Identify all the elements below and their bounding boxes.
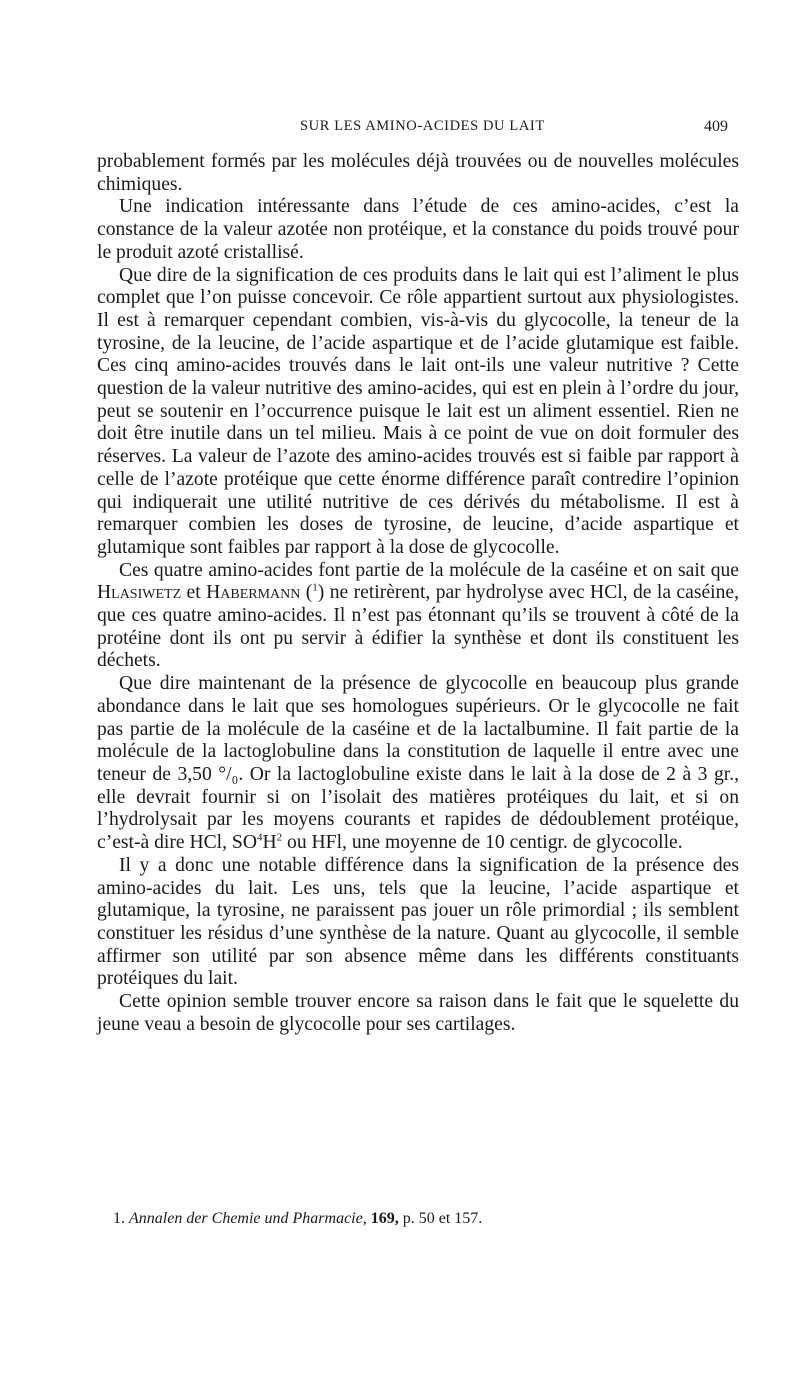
text-run: ou HFl, une moyenne de 10 centigr. de glycocolle. xyxy=(282,832,683,854)
page-header xyxy=(0,118,800,142)
running-title: SUR LES AMINO-ACIDES DU LAIT xyxy=(300,118,545,134)
page-number: 409 xyxy=(704,118,728,135)
formula-subscript: 4 xyxy=(256,831,263,844)
footnote-source: Annalen der Chemie und Pharmacie, xyxy=(129,1210,367,1227)
paragraph: Que dire de la signification de ces produits dans le lait qui est l’aliment le plus complet que l’on puisse concevoir. Ce rôle appartient surtout aux physiologistes. Il est à remarquer cependant combien, vis-à-vis du glycocolle, la teneur de la tyrosine, de la leucine, de l’acide aspartique et de l’acide glutamique est faible. Ces cinq amino-acides trouvés dans le lait ont-ils une valeur nutritive ? Cette question de la valeur nutritive des amino-acides, qui est en plein à l’ordre du jour, peut se soutenir en l’occurrence puisque le lait est un aliment essentiel. Rien ne doit être inutile dans un tel milieu. Mais à ce point de vue on doit formuler des réserves. La valeur de l’azote des amino-acides trouvés est si faible par rapport à celle de l’azote protéique que cette énorme différence paraît contredire l’opinion qui indiquerait une utilité nutritive de ces dérivés du métabolisme. Il est à remarquer combien les doses de tyrosine, de leucine, d’acide aspartique et glutamique sont faibles par rapport à la dose de glycocolle. xyxy=(97,264,739,558)
paragraph-with-authors: Ces quatre amino-acides font partie de la molécule de la caséine et on sait que Hlasiwetz et Habermann ($^1$) ne retirèrent, par hydrolyse avec HCl, de la caséine, que ces quatre amino-acides. Il n’est pas étonnant qu’ils se trouvent à côté de la protéine dont ils ont pu servir à édifier la synthèse et dont ils constituent les déchets. xyxy=(97,559,739,672)
paragraph-with-formula xyxy=(97,673,739,855)
author-name: Hlasiwetz xyxy=(97,582,182,604)
text-run: Que dire maintenant de la présence de glycocolle en beaucoup plus grande abondance dans le lait que ses homologues supérieurs. Or le glycocolle ne fait pas partie de la molécule de la caséine et de la lactalbumine. Il fait partie de la molécule de la lactoglobuline dans la constitution de laquelle il entre avec une teneur de 3,50 °/₀. Or la lactoglobuline existe dans le lait à la dose de 2 à 3 gr., elle devrait fournir si on l’isolait des matières protéiques du lait, et si on l’hydrolysait par les moyens courants et rapides de dédoublement protéique, c’est-à dire HCl, SO xyxy=(97,673,739,854)
formula-subscript: 2 xyxy=(276,831,283,844)
footnote-pages: p. 50 et 157. xyxy=(402,1210,483,1227)
author-name: Habermann xyxy=(206,582,301,604)
footnote-number: 1. xyxy=(113,1210,125,1227)
footnote-volume: 169, xyxy=(370,1210,399,1227)
footnote-ref: 1 xyxy=(312,581,318,594)
body-text xyxy=(97,151,739,1036)
footnote xyxy=(113,1210,753,1228)
paragraph: Une indication intéressante dans l’étude de ces amino-acides, c’est la constance de la valeur azotée non protéique, et la constance du poids trouvé pour le produit azoté cristallisé. xyxy=(97,196,739,263)
paragraph: Cette opinion semble trouver encore sa raison dans le fait que le squelette du jeune veau a besoin de glycocolle pour ses cartilages. xyxy=(97,991,739,1035)
text-run: ne retirèrent, par hydrolyse avec HCl, de la caséine, que ces quatre amino-acides. Il n’est pas étonnant qu’ils se trouvent à côté de la protéine dont ils ont pu servir à édifier la synthèse et dont ils constituent les déchets. xyxy=(97,582,739,672)
paragraph: Il y a donc une notable différence dans la signification de la présence des amino-acides du lait. Les uns, tels que la leucine, l’acide aspartique et glutamique, la tyrosine, ne paraissent pas jouer un rôle primordial ; ils semblent constituer les résidus d’une synthèse de la nature. Quant au glycocolle, il semble affirmer son utilité par son absence même dans les différents constituants protéiques du lait. xyxy=(97,854,739,990)
text-run: et xyxy=(186,582,201,604)
text-run: Ces quatre amino-acides font partie de la molécule de la caséine et on sait que xyxy=(119,559,739,581)
formula-part: H xyxy=(262,832,277,854)
paragraph: probablement formés par les molécules déjà trouvées ou de nouvelles molécules chimiques. xyxy=(97,151,739,195)
